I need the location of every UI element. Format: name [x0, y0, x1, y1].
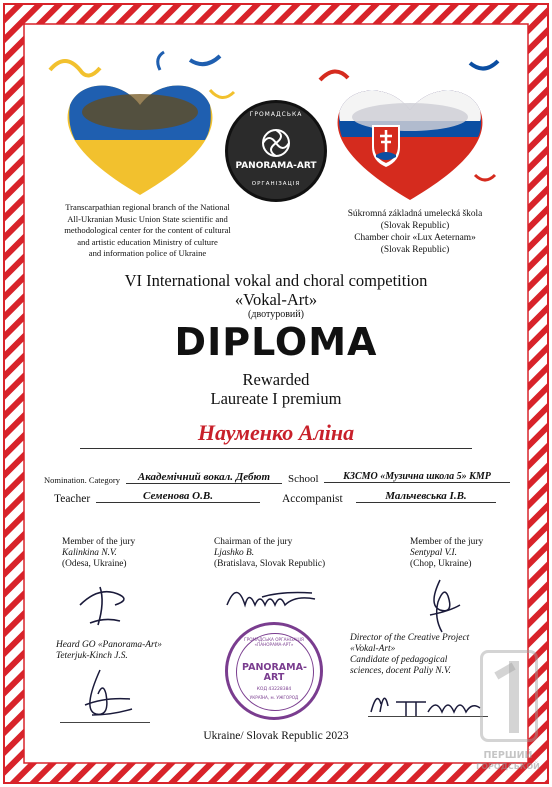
org-right-line: (Slovak Republic)	[380, 221, 450, 231]
signature-sentypal	[420, 575, 470, 635]
jury-member-right	[410, 537, 520, 570]
teacher-label: Teacher	[54, 493, 91, 505]
teacher-value: Семенова О.В.	[96, 490, 260, 503]
diploma-heading: DIPLOMA	[174, 320, 378, 364]
signature-teterjuk	[70, 665, 150, 725]
watermark-line1: ПЕРШИЙ	[483, 750, 533, 761]
jury-place: (Bratislava, Slovak Republic)	[214, 559, 326, 569]
jury-name: Sentypal V.I.	[410, 548, 457, 558]
org-left-line: All-Ukranian Music Union State scientific and	[67, 213, 228, 224]
first-city-watermark	[470, 650, 546, 780]
jury-chairman	[214, 537, 384, 570]
org-left-line: and information police of Ukraine	[88, 248, 207, 258]
jury-member-left	[62, 537, 212, 570]
jury-name: Ljashko B.	[214, 548, 255, 558]
signature-kalinkina	[70, 575, 150, 630]
rewarded-text: Rewarded	[242, 370, 310, 389]
recipient-name: Науменко Аліна	[80, 420, 472, 449]
nomination-value: Академічний вокал. Дебют	[126, 471, 282, 484]
jury-role: Member of the jury	[410, 537, 484, 547]
award-title: Laureate I premium	[210, 389, 342, 408]
director-line: Candidate of pedagogical	[350, 655, 448, 665]
competition-name: «Vokal-Art»	[234, 290, 318, 309]
head-name: Teterjuk-Kinch J.S.	[56, 651, 128, 661]
watermark-line2: ГОРОДСЬКОЙ	[476, 762, 540, 771]
school-value: КЗСМО «Музична школа 5» КМР	[324, 471, 510, 483]
logo-main-text: PANORAMA-ART	[235, 161, 317, 171]
organizer-slovakia	[310, 208, 520, 256]
stamp-code: КОД 43228384	[256, 687, 292, 692]
org-left-line: and artistic education Ministry of culture	[77, 236, 218, 247]
stamp-center-text: PANORAMA-ART	[242, 662, 307, 683]
org-right-line: (Slovak Republic)	[380, 245, 450, 255]
stamp-city: УКРАЇНА, м. УЖГОРОД	[249, 695, 299, 700]
jury-name: Kalinkina N.V.	[62, 548, 117, 558]
director-line: «Vokal-Art»	[350, 644, 396, 654]
organizer-ukraine	[40, 202, 255, 260]
logo-top-text: ГРОМАДСЬКА	[249, 111, 303, 118]
jury-role: Member of the jury	[62, 537, 136, 547]
org-right-line: Chamber choir «Lux Aeternam»	[354, 233, 476, 243]
jury-place: (Chop, Ukraine)	[410, 559, 472, 569]
stamp-ring-text: ГРОМАДСЬКА ОРГАНІЗАЦІЯ «ПАНОРАМА-АРТ»	[244, 637, 304, 647]
panorama-art-logo	[228, 103, 324, 199]
nomination-label: Nomination. Category	[44, 475, 121, 485]
director-line: Director of the Creative Project	[350, 633, 470, 643]
slovakia-heart-image	[310, 55, 510, 205]
signature-line	[60, 722, 150, 723]
official-stamp	[225, 622, 323, 720]
accompanist-value: Мальчевська І.В.	[356, 490, 496, 503]
competition-note: (двотуровий)	[248, 309, 304, 320]
jury-place: (Odesa, Ukraine)	[62, 559, 127, 569]
head-role: Heard GO «Panorama-Art»	[56, 640, 162, 650]
org-left-line: Transcarpathian regional branch of the National	[65, 202, 230, 212]
org-right-line: Súkromná základná umelecká škola	[347, 209, 483, 219]
accompanist-label: Accompanist	[282, 493, 343, 505]
org-left-line: methodological center for the content of cultural	[64, 225, 231, 235]
jury-role: Chairman of the jury	[214, 537, 293, 547]
ukraine-heart-image	[40, 50, 240, 200]
logo-bottom-text: ОРГАНІЗАЦІЯ	[251, 181, 301, 187]
number-one-icon	[480, 650, 538, 742]
signature-ljashko	[222, 575, 332, 615]
director-line: sciences, docent Paliy N.V.	[350, 666, 451, 676]
competition-title: VI International vokal and choral competition	[124, 271, 428, 290]
head-block	[56, 640, 206, 662]
footer-location-year: Ukraine/ Slovak Republic 2023	[203, 730, 349, 742]
school-label: School	[288, 473, 319, 485]
